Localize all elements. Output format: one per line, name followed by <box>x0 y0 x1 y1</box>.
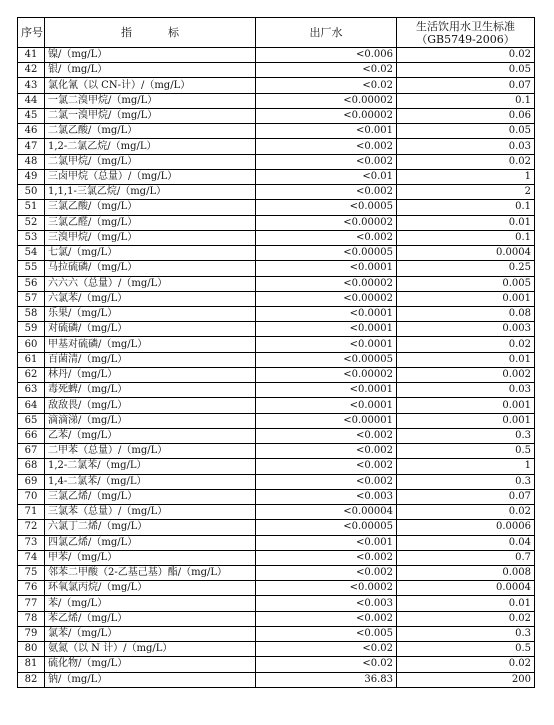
standard-limit: 0.001 <box>397 398 535 413</box>
table-row <box>18 672 535 687</box>
table-row <box>18 63 535 78</box>
outlet-value: <0.0001 <box>256 261 397 276</box>
standard-limit: 0.05 <box>397 124 535 139</box>
row-number: 41 <box>18 48 45 63</box>
indicator-name: 1,4-二氯苯/（mg/L） <box>45 474 256 489</box>
indicator-name: 乐果/（mg/L） <box>45 306 256 321</box>
row-number: 57 <box>18 291 45 306</box>
header-standard-line2: （GB5749-2006） <box>416 32 515 46</box>
outlet-value: <0.00005 <box>256 520 397 535</box>
standard-limit: 0.001 <box>397 413 535 428</box>
table-row <box>18 78 535 93</box>
table-row <box>18 108 535 123</box>
row-number: 50 <box>18 185 45 200</box>
table-row <box>18 169 535 184</box>
standard-limit: 0.3 <box>397 474 535 489</box>
row-number: 54 <box>18 246 45 261</box>
indicator-name: 银/（mg/L） <box>45 63 256 78</box>
table-row <box>18 246 535 261</box>
outlet-value: 36.83 <box>256 672 397 687</box>
row-number: 48 <box>18 154 45 169</box>
outlet-value: <0.02 <box>256 63 397 78</box>
row-number: 43 <box>18 78 45 93</box>
standard-limit: 0.02 <box>397 337 535 352</box>
outlet-value: <0.02 <box>256 657 397 672</box>
indicator-name: 苯/（mg/L） <box>45 596 256 611</box>
standard-limit: 0.3 <box>397 626 535 641</box>
outlet-value: <0.02 <box>256 78 397 93</box>
header-standard-line1: 生活饮用水卫生标准 <box>416 19 515 33</box>
indicator-name: 二甲苯（总量）/（mg/L） <box>45 444 256 459</box>
table-row <box>18 413 535 428</box>
row-number: 82 <box>18 672 45 687</box>
standard-limit: 0.1 <box>397 230 535 245</box>
table-row <box>18 489 535 504</box>
row-number: 66 <box>18 428 45 443</box>
table-row <box>18 154 535 169</box>
indicator-name: 氨氮（以 N 计）/（mg/L） <box>45 642 256 657</box>
row-number: 72 <box>18 520 45 535</box>
row-number: 61 <box>18 352 45 367</box>
outlet-value: <0.002 <box>256 139 397 154</box>
outlet-value: <0.02 <box>256 642 397 657</box>
standard-limit: 0.3 <box>397 428 535 443</box>
table-row <box>18 657 535 672</box>
standard-limit: 0.005 <box>397 276 535 291</box>
indicator-name: 敌敌畏/（mg/L） <box>45 398 256 413</box>
standard-limit: 2 <box>397 185 535 200</box>
outlet-value: <0.0001 <box>256 306 397 321</box>
table-row <box>18 428 535 443</box>
table-row <box>18 200 535 215</box>
indicator-name: 六氯苯/（mg/L） <box>45 291 256 306</box>
standard-limit: 0.01 <box>397 352 535 367</box>
header-indicator <box>45 18 256 48</box>
row-number: 47 <box>18 139 45 154</box>
indicator-name: 三氯乙醛/（mg/L） <box>45 215 256 230</box>
standard-limit: 1 <box>397 169 535 184</box>
header-standard <box>397 18 535 48</box>
standard-limit: 0.1 <box>397 200 535 215</box>
table-row <box>18 261 535 276</box>
standard-limit: 0.25 <box>397 261 535 276</box>
header-outlet-water: 出厂水 <box>256 18 397 48</box>
standard-limit: 1 <box>397 459 535 474</box>
outlet-value: <0.0001 <box>256 337 397 352</box>
table-body <box>18 48 535 688</box>
table-row <box>18 230 535 245</box>
standard-limit: 0.0004 <box>397 246 535 261</box>
outlet-value: <0.01 <box>256 169 397 184</box>
row-number: 80 <box>18 642 45 657</box>
indicator-name: 甲苯/（mg/L） <box>45 550 256 565</box>
table-row <box>18 367 535 382</box>
outlet-value: <0.00002 <box>256 93 397 108</box>
table-row <box>18 581 535 596</box>
table-row <box>18 276 535 291</box>
row-number: 71 <box>18 505 45 520</box>
standard-limit: 0.001 <box>397 291 535 306</box>
standard-limit: 0.07 <box>397 489 535 504</box>
indicator-name: 苯乙烯/（mg/L） <box>45 611 256 626</box>
table-row <box>18 93 535 108</box>
standard-limit: 0.5 <box>397 444 535 459</box>
indicator-name: 四氯乙烯/（mg/L） <box>45 535 256 550</box>
row-number: 42 <box>18 63 45 78</box>
indicator-name: 1,2-二氯乙烷/（mg/L） <box>45 139 256 154</box>
table-row <box>18 48 535 63</box>
table-row <box>18 306 535 321</box>
indicator-name: 1,1,1-三氯乙烷/（mg/L） <box>45 185 256 200</box>
row-number: 62 <box>18 367 45 382</box>
indicator-name: 马拉硫磷/（mg/L） <box>45 261 256 276</box>
row-number: 49 <box>18 169 45 184</box>
standard-limit: 0.02 <box>397 48 535 63</box>
outlet-value: <0.00002 <box>256 367 397 382</box>
table-row <box>18 520 535 535</box>
indicator-name: 三氯乙烯/（mg/L） <box>45 489 256 504</box>
indicator-name: 乙苯/（mg/L） <box>45 428 256 443</box>
row-number: 63 <box>18 383 45 398</box>
standard-limit: 0.02 <box>397 154 535 169</box>
table-row <box>18 322 535 337</box>
table-row <box>18 550 535 565</box>
table-row <box>18 139 535 154</box>
standard-limit: 0.01 <box>397 596 535 611</box>
indicator-name: 三卤甲烷（总量）/（mg/L） <box>45 169 256 184</box>
outlet-value: <0.005 <box>256 626 397 641</box>
outlet-value: <0.002 <box>256 474 397 489</box>
table-row <box>18 505 535 520</box>
header-indicator-part2: 标 <box>168 25 179 39</box>
outlet-value: <0.003 <box>256 596 397 611</box>
indicator-name: 镍/（mg/L） <box>45 48 256 63</box>
standard-limit: 0.05 <box>397 63 535 78</box>
indicator-name: 三溴甲烷/（mg/L） <box>45 230 256 245</box>
standard-limit: 0.07 <box>397 78 535 93</box>
row-number: 45 <box>18 108 45 123</box>
standard-limit: 0.08 <box>397 306 535 321</box>
table-row <box>18 444 535 459</box>
indicator-name: 对硫磷/（mg/L） <box>45 322 256 337</box>
row-number: 56 <box>18 276 45 291</box>
indicator-name: 六氯丁二烯/（mg/L） <box>45 520 256 535</box>
row-number: 70 <box>18 489 45 504</box>
outlet-value: <0.001 <box>256 535 397 550</box>
header-indicator-part1: 指 <box>121 25 132 39</box>
outlet-value: <0.002 <box>256 444 397 459</box>
table-row <box>18 565 535 580</box>
row-number: 79 <box>18 626 45 641</box>
standard-limit: 0.04 <box>397 535 535 550</box>
indicator-name: 甲基对硫磷/（mg/L） <box>45 337 256 352</box>
row-number: 44 <box>18 93 45 108</box>
outlet-value: <0.002 <box>256 230 397 245</box>
outlet-value: <0.00002 <box>256 215 397 230</box>
outlet-value: <0.0001 <box>256 398 397 413</box>
standard-limit: 0.7 <box>397 550 535 565</box>
standard-limit: 0.0006 <box>397 520 535 535</box>
table-row <box>18 626 535 641</box>
table-row <box>18 291 535 306</box>
indicator-name: 邻苯二甲酸（2-乙基己基）酯/（mg/L） <box>45 565 256 580</box>
indicator-name: 七氯/（mg/L） <box>45 246 256 261</box>
indicator-name: 林丹/（mg/L） <box>45 367 256 382</box>
outlet-value: <0.00002 <box>256 276 397 291</box>
table-row <box>18 337 535 352</box>
table-row <box>18 596 535 611</box>
row-number: 58 <box>18 306 45 321</box>
row-number: 51 <box>18 200 45 215</box>
table-row <box>18 383 535 398</box>
row-number: 67 <box>18 444 45 459</box>
row-number: 75 <box>18 565 45 580</box>
indicator-name: 钠/（mg/L） <box>45 672 256 687</box>
indicator-name: 百菌清/（mg/L） <box>45 352 256 367</box>
outlet-value: <0.0005 <box>256 200 397 215</box>
table-row <box>18 398 535 413</box>
outlet-value: <0.002 <box>256 550 397 565</box>
table-row <box>18 535 535 550</box>
indicator-name: 氯苯/（mg/L） <box>45 626 256 641</box>
table-row <box>18 642 535 657</box>
outlet-value: <0.0001 <box>256 383 397 398</box>
indicator-name: 氯化氰（以 CN-计）/（mg/L） <box>45 78 256 93</box>
row-number: 52 <box>18 215 45 230</box>
indicator-name: 六六六（总量）/（mg/L） <box>45 276 256 291</box>
row-number: 68 <box>18 459 45 474</box>
outlet-value: <0.003 <box>256 489 397 504</box>
indicator-name: 环氧氯丙烷/（mg/L） <box>45 581 256 596</box>
indicator-name: 二氯一溴甲烷/（mg/L） <box>45 108 256 123</box>
outlet-value: <0.00001 <box>256 413 397 428</box>
indicator-name: 三氯乙酸/（mg/L） <box>45 200 256 215</box>
outlet-value: <0.002 <box>256 565 397 580</box>
table-row <box>18 215 535 230</box>
indicator-name: 毒死蜱/（mg/L） <box>45 383 256 398</box>
indicator-name: 滴滴涕/（mg/L） <box>45 413 256 428</box>
outlet-value: <0.002 <box>256 185 397 200</box>
water-quality-table <box>17 17 535 688</box>
row-number: 81 <box>18 657 45 672</box>
row-number: 65 <box>18 413 45 428</box>
outlet-value: <0.001 <box>256 124 397 139</box>
outlet-value: <0.002 <box>256 428 397 443</box>
table-row <box>18 474 535 489</box>
outlet-value: <0.002 <box>256 459 397 474</box>
outlet-value: <0.00005 <box>256 352 397 367</box>
row-number: 55 <box>18 261 45 276</box>
outlet-value: <0.00004 <box>256 505 397 520</box>
outlet-value: <0.00002 <box>256 108 397 123</box>
standard-limit: 0.03 <box>397 139 535 154</box>
standard-limit: 0.02 <box>397 657 535 672</box>
standard-limit: 200 <box>397 672 535 687</box>
row-number: 46 <box>18 124 45 139</box>
standard-limit: 0.01 <box>397 215 535 230</box>
row-number: 78 <box>18 611 45 626</box>
standard-limit: 0.003 <box>397 322 535 337</box>
standard-limit: 0.02 <box>397 505 535 520</box>
indicator-name: 硫化物/（mg/L） <box>45 657 256 672</box>
table-row <box>18 459 535 474</box>
row-number: 69 <box>18 474 45 489</box>
standard-limit: 0.002 <box>397 367 535 382</box>
outlet-value: <0.00002 <box>256 291 397 306</box>
standard-limit: 0.02 <box>397 611 535 626</box>
outlet-value: <0.0001 <box>256 322 397 337</box>
row-number: 74 <box>18 550 45 565</box>
standard-limit: 0.1 <box>397 93 535 108</box>
outlet-value: <0.006 <box>256 48 397 63</box>
row-number: 53 <box>18 230 45 245</box>
table-row <box>18 124 535 139</box>
standard-limit: 0.008 <box>397 565 535 580</box>
outlet-value: <0.002 <box>256 611 397 626</box>
outlet-value: <0.0002 <box>256 581 397 596</box>
table-row <box>18 185 535 200</box>
row-number: 60 <box>18 337 45 352</box>
outlet-value: <0.00005 <box>256 246 397 261</box>
header-no: 序号 <box>18 18 45 48</box>
row-number: 77 <box>18 596 45 611</box>
row-number: 76 <box>18 581 45 596</box>
standard-limit: 0.0004 <box>397 581 535 596</box>
indicator-name: 一氯二溴甲烷/（mg/L） <box>45 93 256 108</box>
row-number: 64 <box>18 398 45 413</box>
indicator-name: 二氯甲烷/（mg/L） <box>45 154 256 169</box>
outlet-value: <0.002 <box>256 154 397 169</box>
indicator-name: 二氯乙酸/（mg/L） <box>45 124 256 139</box>
table-header-row <box>18 18 535 48</box>
standard-limit: 0.5 <box>397 642 535 657</box>
row-number: 73 <box>18 535 45 550</box>
indicator-name: 三氯苯（总量）/（mg/L） <box>45 505 256 520</box>
row-number: 59 <box>18 322 45 337</box>
table-row <box>18 352 535 367</box>
standard-limit: 0.03 <box>397 383 535 398</box>
indicator-name: 1,2-二氯苯/（mg/L） <box>45 459 256 474</box>
table-row <box>18 611 535 626</box>
standard-limit: 0.06 <box>397 108 535 123</box>
